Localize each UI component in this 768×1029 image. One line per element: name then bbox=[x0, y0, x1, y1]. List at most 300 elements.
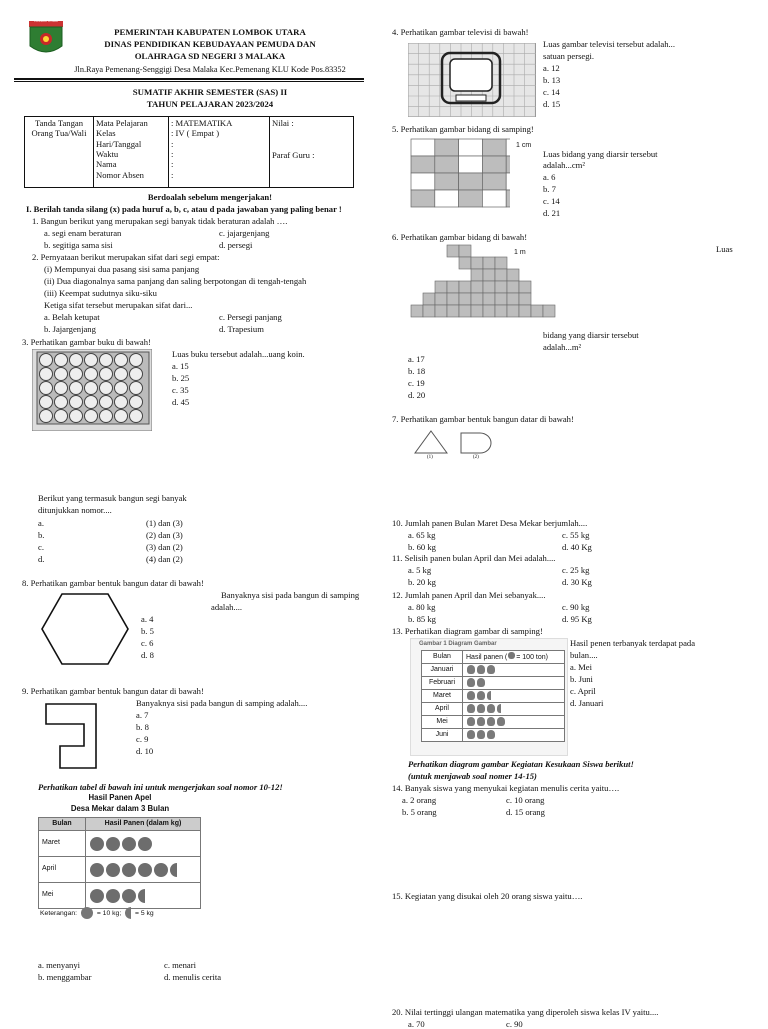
coin-icon bbox=[100, 382, 113, 395]
grid-cell bbox=[459, 156, 483, 173]
q13-ask-line2: bulan.... bbox=[570, 650, 598, 660]
q1-option-a[interactable]: a. segi enam beraturan bbox=[44, 228, 122, 238]
apple-icon bbox=[90, 863, 104, 877]
apple-icon bbox=[122, 863, 136, 877]
field-value[interactable]: : bbox=[171, 138, 174, 149]
field-label: Kelas bbox=[96, 128, 116, 139]
coin-icon bbox=[55, 396, 68, 409]
q7-shape-label-2: (2) bbox=[473, 455, 479, 460]
grid-cell bbox=[495, 257, 507, 269]
grid-cell bbox=[435, 190, 459, 207]
q11-option-c[interactable]: c. 25 kg bbox=[562, 565, 590, 575]
apple-icon bbox=[106, 863, 120, 877]
grid-cell bbox=[482, 190, 506, 207]
field-label: Mata Pelajaran bbox=[96, 118, 148, 128]
sack-icon bbox=[477, 678, 485, 687]
q4-ask-line1: Luas gambar televisi tersebut adalah... bbox=[543, 39, 675, 49]
q3-option-a[interactable]: a. 15 bbox=[172, 361, 189, 371]
grid-cell bbox=[482, 156, 506, 173]
television-grid-picture bbox=[408, 43, 536, 117]
grid-cell bbox=[459, 190, 483, 207]
apple-icon bbox=[106, 837, 120, 851]
q7-cont-line1: Berikut yang termasuk bangun segi banyak bbox=[38, 493, 187, 503]
legend-full: = 10 kg; bbox=[96, 909, 122, 917]
coin-icon bbox=[100, 410, 113, 423]
grid-cell bbox=[482, 139, 506, 156]
apple-table bbox=[38, 817, 201, 909]
q15-option-a[interactable]: a. menyanyi bbox=[38, 960, 80, 970]
hexagon-shape bbox=[40, 592, 130, 666]
q11-text: 11. Selisih panen bulan April dan Mei adalah.... bbox=[392, 553, 556, 563]
q6-text: 6. Perhatikan gambar bidang di bawah! bbox=[392, 232, 528, 242]
q7-cont-line2: ditunjukkan nomor.... bbox=[38, 505, 112, 515]
sack-icon bbox=[487, 704, 495, 713]
q13-option-b[interactable]: b. Juni bbox=[570, 674, 593, 684]
pictogram-icons bbox=[463, 716, 565, 729]
grid-cell bbox=[411, 173, 435, 190]
q15-option-b[interactable]: b. menggambar bbox=[38, 972, 92, 982]
grid-cell bbox=[507, 305, 519, 317]
q10-option-a[interactable]: a. 65 kg bbox=[408, 530, 436, 540]
q12-option-c[interactable]: c. 90 kg bbox=[562, 602, 590, 612]
q10-option-b[interactable]: b. 60 kg bbox=[408, 542, 436, 552]
coin-icon bbox=[55, 354, 68, 367]
q10-text: 10. Jumlah panen Bulan Maret Desa Mekar berjumlah.... bbox=[392, 518, 588, 528]
grid-cell bbox=[483, 257, 495, 269]
coin-icon bbox=[115, 382, 128, 395]
grid-cell bbox=[506, 156, 510, 173]
q10-option-d[interactable]: d. 40 Kg bbox=[562, 542, 592, 552]
grid-cell bbox=[471, 257, 483, 269]
coin-icon bbox=[70, 396, 83, 409]
q7-option-d[interactable]: d. bbox=[38, 554, 45, 564]
legend-label: Keterangan: bbox=[40, 909, 78, 917]
kegiatan-intro-line1: Perhatikan diagram gambar Kegiatan Kesukaan Siswa berikut! bbox=[408, 759, 634, 769]
d-shape bbox=[460, 432, 494, 454]
field-label: Waktu bbox=[96, 148, 119, 159]
header-rule-thin bbox=[14, 81, 364, 82]
q8-option-d[interactable]: d. 8 bbox=[141, 650, 154, 660]
q5-text: 5. Perhatikan gambar bidang di samping! bbox=[392, 124, 534, 134]
sack-icon bbox=[467, 678, 475, 687]
header-line2: DINAS PENDIDIKAN KEBUDAYAAN PEMUDA DAN bbox=[104, 39, 316, 49]
grid-cell bbox=[471, 269, 483, 281]
half-apple-icon bbox=[170, 863, 177, 877]
grid-cell bbox=[411, 190, 435, 207]
q9-text: 9. Perhatikan gambar bentuk bangun datar di bawah! bbox=[22, 686, 204, 696]
q7-option-b[interactable]: b. bbox=[38, 530, 45, 540]
grid-cell bbox=[506, 173, 510, 190]
pray-note: Berdoalah sebelum mengerjakan! bbox=[147, 192, 273, 202]
coin-icon bbox=[70, 354, 83, 367]
coin-icon bbox=[55, 410, 68, 423]
q1-option-b[interactable]: b. segitiga sama sisi bbox=[44, 240, 113, 250]
q5-option-b[interactable]: b. 7 bbox=[543, 184, 556, 194]
grid-cell bbox=[495, 305, 507, 317]
coin-icon bbox=[40, 396, 53, 409]
q20-option-c[interactable]: c. 90 bbox=[506, 1019, 523, 1029]
grid-cell bbox=[507, 281, 519, 293]
apple-icon bbox=[138, 837, 152, 851]
exam-title: SUMATIF AKHIR SEMESTER (SAS) II bbox=[132, 87, 288, 97]
sack-icon bbox=[467, 717, 475, 726]
grid-cell bbox=[459, 139, 483, 156]
apple-col-hasil: Hasil Panen (dalam kg) bbox=[86, 818, 201, 831]
q5-ask-line2: adalah...cm² bbox=[543, 160, 585, 170]
q12-option-a[interactable]: a. 80 kg bbox=[408, 602, 436, 612]
grid-cell bbox=[483, 293, 495, 305]
apple-title1: Hasil Panen Apel bbox=[88, 793, 152, 802]
q11-option-b[interactable]: b. 20 kg bbox=[408, 577, 436, 587]
pictogram-month: April bbox=[422, 703, 463, 716]
q20-option-a[interactable]: a. 70 bbox=[408, 1019, 425, 1029]
q5-unit-label: 1 cm bbox=[516, 142, 532, 149]
pictogram-icons bbox=[463, 664, 565, 677]
grid-cell bbox=[506, 139, 510, 156]
q6-ask-line1: bidang yang diarsir tersebut bbox=[543, 330, 639, 340]
grid-cell bbox=[471, 293, 483, 305]
grid-cell bbox=[459, 305, 471, 317]
q15-option-c[interactable]: c. menari bbox=[164, 960, 196, 970]
q4-option-d[interactable]: d. 15 bbox=[543, 99, 561, 109]
q4-option-b[interactable]: b. 13 bbox=[543, 75, 561, 85]
q12-text: 12. Jumlah panen April dan Mei sebanyak.... bbox=[392, 590, 546, 600]
q14-text: 14. Banyak siswa yang menyukai kegiatan menulis cerita yaitu…. bbox=[392, 783, 620, 793]
sack-icon bbox=[467, 730, 475, 739]
q2-option-c[interactable]: c. Persegi panjang bbox=[219, 312, 282, 322]
pictogram-icons bbox=[463, 703, 565, 716]
stepped-shaded-figure-q6 bbox=[410, 244, 556, 322]
q6-luas: Luas bbox=[716, 244, 733, 254]
coin-icon bbox=[70, 410, 83, 423]
q13-text: 13. Perhatikan diagram gambar di samping! bbox=[392, 626, 543, 636]
q7-text: 7. Perhatikan gambar bentuk bangun datar di bawah! bbox=[392, 414, 574, 424]
q2-text: 2. Pernyataan berikut merupakan sifat dari segi empat: bbox=[32, 252, 220, 262]
field-label: Nama bbox=[96, 159, 117, 170]
q7-shape-label-1: (1) bbox=[427, 455, 433, 460]
coin-icon bbox=[40, 410, 53, 423]
header-rule bbox=[14, 78, 364, 80]
paraf-label: Paraf Guru : bbox=[272, 150, 315, 161]
q13-option-c[interactable]: c. April bbox=[570, 686, 596, 696]
grid-cell bbox=[507, 269, 519, 281]
grid-cell bbox=[483, 281, 495, 293]
q5-ask-line1: Luas bidang yang diarsir tersebut bbox=[543, 149, 658, 159]
pictogram-col-hasil: Hasil panen ( = 100 ton) bbox=[463, 651, 565, 664]
q14-option-b[interactable]: b. 5 orang bbox=[402, 807, 437, 817]
coin-icon bbox=[130, 410, 143, 423]
q9-ask: Banyaknya sisi pada bangun di samping adalah.... bbox=[136, 698, 308, 708]
grid-cell bbox=[411, 156, 435, 173]
apple-icon bbox=[106, 889, 120, 903]
sack-icon bbox=[508, 652, 515, 659]
pictogram-month: Februari bbox=[422, 677, 463, 690]
grid-cell bbox=[423, 293, 435, 305]
grid-cell bbox=[435, 293, 447, 305]
q7-option-a-value[interactable]: (1) dan (3) bbox=[146, 518, 183, 528]
book-coins-picture bbox=[32, 349, 152, 431]
grid-cell bbox=[507, 293, 519, 305]
q5-option-d[interactable]: d. 21 bbox=[543, 208, 561, 218]
sack-icon bbox=[477, 691, 485, 700]
q10-option-c[interactable]: c. 55 kg bbox=[562, 530, 590, 540]
half-sack-icon bbox=[497, 704, 501, 713]
q9-option-b[interactable]: b. 8 bbox=[136, 722, 149, 732]
header-line1: PEMERINTAH KABUPATEN LOMBOK UTARA bbox=[114, 27, 306, 37]
half-apple-icon bbox=[138, 889, 145, 903]
apple-col-bulan: Bulan bbox=[39, 818, 86, 831]
q3-text: 3. Perhatikan gambar buku di bawah! bbox=[22, 337, 151, 347]
apple-title2: Desa Mekar dalam 3 Bulan bbox=[70, 804, 170, 813]
q4-text: 4. Perhatikan gambar televisi di bawah! bbox=[392, 27, 529, 37]
harvest-pictogram bbox=[410, 638, 568, 756]
coin-icon bbox=[55, 382, 68, 395]
q4-ask-line2: satuan persegi. bbox=[543, 51, 595, 61]
grid-cell bbox=[447, 305, 459, 317]
q2-statement-2: (ii) Dua diagonalnya sama panjang dan saling berpotongan di tengah-tengah bbox=[44, 276, 307, 286]
grid-cell bbox=[459, 173, 483, 190]
coin-icon bbox=[40, 368, 53, 381]
q1-option-c[interactable]: c. jajargenjang bbox=[219, 228, 270, 238]
q15-option-d[interactable]: d. menulis cerita bbox=[164, 972, 222, 982]
grid-cell bbox=[435, 156, 459, 173]
q13-option-a[interactable]: a. Mei bbox=[570, 662, 592, 672]
field-value[interactable]: : bbox=[171, 169, 174, 180]
field-value[interactable]: : MATEMATIKA bbox=[171, 118, 233, 128]
coin-icon bbox=[85, 354, 98, 367]
grid-cell bbox=[495, 281, 507, 293]
q6-option-c[interactable]: c. 19 bbox=[408, 378, 425, 388]
sack-icon bbox=[487, 730, 495, 739]
grid-cell bbox=[435, 281, 447, 293]
q4-option-c[interactable]: c. 14 bbox=[543, 87, 560, 97]
grid-cell bbox=[519, 305, 531, 317]
coin-icon bbox=[100, 368, 113, 381]
grid-cell bbox=[519, 293, 531, 305]
sack-icon bbox=[477, 717, 485, 726]
apple-icon bbox=[81, 907, 93, 919]
grid-cell bbox=[447, 245, 459, 257]
q2-option-d[interactable]: d. Trapesium bbox=[219, 324, 264, 334]
apple-icon bbox=[122, 837, 136, 851]
q8-ask-line1: Banyaknya sisi pada bangun di samping bbox=[221, 590, 360, 600]
apple-row-icons bbox=[86, 831, 201, 857]
sack-icon bbox=[477, 730, 485, 739]
q8-option-a[interactable]: a. 4 bbox=[141, 614, 154, 624]
pictogram-title: Gambar 1 Diagram Gambar bbox=[419, 641, 497, 647]
header-address: Jln.Raya Pemenang-Senggigi Desa Malaka Kec.Pemenang KLU Kode Pos.83352 bbox=[74, 65, 346, 74]
grid-cell bbox=[411, 139, 435, 156]
coin-icon bbox=[100, 396, 113, 409]
grid-cell bbox=[435, 139, 459, 156]
grid-cell bbox=[506, 190, 510, 207]
q8-option-b[interactable]: b. 5 bbox=[141, 626, 154, 636]
sack-icon bbox=[487, 717, 495, 726]
q8-ask-line2: adalah.... bbox=[211, 602, 243, 612]
q12-option-d[interactable]: d. 95 Kg bbox=[562, 614, 592, 624]
pictogram-month: Januari bbox=[422, 664, 463, 677]
grid-cell bbox=[423, 305, 435, 317]
q14-option-c[interactable]: c. 10 orang bbox=[506, 795, 545, 805]
q3-option-c[interactable]: c. 35 bbox=[172, 385, 189, 395]
apple-icon bbox=[122, 889, 136, 903]
half-sack-icon bbox=[487, 691, 491, 700]
coin-icon bbox=[70, 368, 83, 381]
logo-label: LOMBOK UTARA bbox=[34, 19, 58, 23]
concave-polygon-shape bbox=[44, 702, 98, 770]
sack-icon bbox=[467, 691, 475, 700]
sack-icon bbox=[477, 665, 485, 674]
nilai-label: Nilai : bbox=[272, 118, 294, 128]
sack-icon bbox=[477, 704, 485, 713]
exam-year: TAHUN PELAJARAN 2023/2024 bbox=[146, 99, 274, 109]
q13-ask-line1: Hasil penen terbanyak terdapat pada bbox=[570, 638, 696, 648]
grid-cell bbox=[459, 281, 471, 293]
q8-option-c[interactable]: c. 6 bbox=[141, 638, 154, 648]
apple-icon bbox=[138, 863, 152, 877]
q6-option-a[interactable]: a. 17 bbox=[408, 354, 425, 364]
coin-icon bbox=[40, 354, 53, 367]
grid-cell bbox=[447, 293, 459, 305]
pictogram-icons bbox=[463, 690, 565, 703]
q5-option-a[interactable]: a. 6 bbox=[543, 172, 556, 182]
apple-row-icons bbox=[86, 883, 201, 909]
q7-option-c-value[interactable]: (3) dan (2) bbox=[146, 542, 183, 552]
apple-table-intro: Perhatikan tabel di bawah ini untuk mengerjakan soal nomor 10-12! bbox=[38, 782, 283, 792]
grid-cell bbox=[531, 305, 543, 317]
pictogram-month: Maret bbox=[422, 690, 463, 703]
pictogram-month: Mei bbox=[422, 716, 463, 729]
coin-icon bbox=[85, 368, 98, 381]
q4-option-a[interactable]: a. 12 bbox=[543, 63, 560, 73]
q11-option-a[interactable]: a. 5 kg bbox=[408, 565, 432, 575]
coin-icon bbox=[40, 382, 53, 395]
sign-cell: Tanda Tangan Orang Tua/Wali bbox=[25, 117, 94, 188]
q8-text: 8. Perhatikan gambar bentuk bangun datar di bawah! bbox=[22, 578, 204, 588]
q7-option-a[interactable]: a. bbox=[38, 518, 44, 528]
pictogram-month: Juni bbox=[422, 729, 463, 742]
sack-icon bbox=[467, 665, 475, 674]
apple-row-label: April bbox=[39, 857, 86, 883]
field-label: Nomor Absen bbox=[96, 169, 144, 180]
q6-option-d[interactable]: d. 20 bbox=[408, 390, 426, 400]
coin-icon bbox=[85, 396, 98, 409]
grid-cell bbox=[543, 305, 555, 317]
q9-option-a[interactable]: a. 7 bbox=[136, 710, 149, 720]
field-label: Hari/Tanggal bbox=[96, 138, 142, 149]
q1-option-d[interactable]: d. persegi bbox=[219, 240, 253, 250]
q3-option-b[interactable]: b. 25 bbox=[172, 373, 190, 383]
field-value[interactable]: : bbox=[171, 159, 174, 170]
grid-cell bbox=[482, 173, 506, 190]
grid-cell bbox=[411, 305, 423, 317]
apple-row-label: Mei bbox=[39, 883, 86, 909]
q15-text: 15. Kegiatan yang disukai oleh 20 orang siswa yaitu…. bbox=[392, 891, 583, 901]
q12-option-b[interactable]: b. 85 kg bbox=[408, 614, 436, 624]
q2-statement-3: (iii) Keempat sudutnya siku-siku bbox=[44, 288, 157, 298]
coin-icon bbox=[70, 382, 83, 395]
q9-option-c[interactable]: c. 9 bbox=[136, 734, 149, 744]
legend-half: = 5 kg bbox=[134, 909, 154, 917]
shaded-grid-q5 bbox=[410, 138, 510, 208]
q5-option-c[interactable]: c. 14 bbox=[543, 196, 560, 206]
q11-option-d[interactable]: d. 30 Kg bbox=[562, 577, 592, 587]
triangle-shape bbox=[414, 430, 448, 454]
grid-cell bbox=[459, 245, 471, 257]
coin-icon bbox=[55, 368, 68, 381]
sack-icon bbox=[497, 717, 505, 726]
q6-option-b[interactable]: b. 18 bbox=[408, 366, 426, 376]
grid-cell bbox=[519, 281, 531, 293]
q3-ask: Luas buku tersebut adalah...uang koin. bbox=[172, 349, 305, 359]
header-line3: OLAHRAGA SD NEGERI 3 MALAKA bbox=[134, 51, 286, 61]
coin-icon bbox=[130, 368, 143, 381]
q2-option-a[interactable]: a. Belah ketupat bbox=[44, 312, 100, 322]
grid-cell bbox=[459, 257, 471, 269]
coin-icon bbox=[100, 354, 113, 367]
q20-text: 20. Nilai tertinggi ulangan matematika yang diperoleh siswa kelas IV yaitu.... bbox=[392, 1007, 659, 1017]
q1-text: 1. Bangun berikut yang merupakan segi banyak tidak beraturan adalah …. bbox=[32, 216, 288, 226]
school-logo bbox=[28, 20, 64, 58]
grid-cell bbox=[495, 293, 507, 305]
instruction: I. Berilah tanda silang (x) pada huruf a, b, c, atau d pada jawaban yang paling benar ! bbox=[26, 204, 342, 214]
field-value[interactable]: : IV ( Empat ) bbox=[171, 128, 220, 139]
apple-icon bbox=[90, 837, 104, 851]
q2-ask: Ketiga sifat tersebut merupakan sifat dari... bbox=[44, 300, 193, 310]
q9-option-d[interactable]: d. 10 bbox=[136, 746, 154, 756]
grid-cell bbox=[435, 305, 447, 317]
apple-icon bbox=[90, 889, 104, 903]
apple-row-label: Maret bbox=[39, 831, 86, 857]
half-apple-icon bbox=[125, 907, 131, 919]
pictogram-col-bulan: Bulan bbox=[422, 651, 463, 664]
q2-statement-1: (i) Mempunyai dua pasang sisi sama panjang bbox=[44, 264, 200, 274]
grid-cell bbox=[471, 305, 483, 317]
q13-option-d[interactable]: d. Januari bbox=[570, 698, 604, 708]
coin-icon bbox=[85, 410, 98, 423]
grid-cell bbox=[483, 269, 495, 281]
q14-option-a[interactable]: a. 2 orang bbox=[402, 795, 437, 805]
coin-icon bbox=[115, 354, 128, 367]
q7-option-d-value[interactable]: (4) dan (2) bbox=[146, 554, 183, 564]
q14-option-d[interactable]: d. 15 orang bbox=[506, 807, 545, 817]
grid-cell bbox=[483, 305, 495, 317]
q2-option-b[interactable]: b. Jajargenjang bbox=[44, 324, 96, 334]
coin-icon bbox=[85, 382, 98, 395]
coin-icon bbox=[130, 354, 143, 367]
coin-icon bbox=[115, 396, 128, 409]
grid-cell bbox=[471, 281, 483, 293]
grid-cell bbox=[459, 293, 471, 305]
grid-cell bbox=[447, 281, 459, 293]
apple-icon bbox=[154, 863, 168, 877]
coin-icon bbox=[115, 410, 128, 423]
field-value[interactable]: : bbox=[171, 148, 174, 159]
student-info-table bbox=[24, 116, 354, 188]
apple-row-icons bbox=[86, 857, 201, 883]
kegiatan-intro-line2: (untuk menjawab soal nomer 14-15) bbox=[408, 771, 537, 781]
grid-cell bbox=[435, 173, 459, 190]
sack-icon bbox=[487, 665, 495, 674]
sack-icon bbox=[467, 704, 475, 713]
grid-cell bbox=[495, 269, 507, 281]
q3-option-d[interactable]: d. 45 bbox=[172, 397, 190, 407]
pictogram-icons bbox=[463, 677, 565, 690]
q7-option-c[interactable]: c. bbox=[38, 542, 44, 552]
pictogram-icons bbox=[463, 729, 565, 742]
q6-unit-label: 1 m bbox=[514, 249, 526, 256]
q7-option-b-value[interactable]: (2) dan (3) bbox=[146, 530, 183, 540]
